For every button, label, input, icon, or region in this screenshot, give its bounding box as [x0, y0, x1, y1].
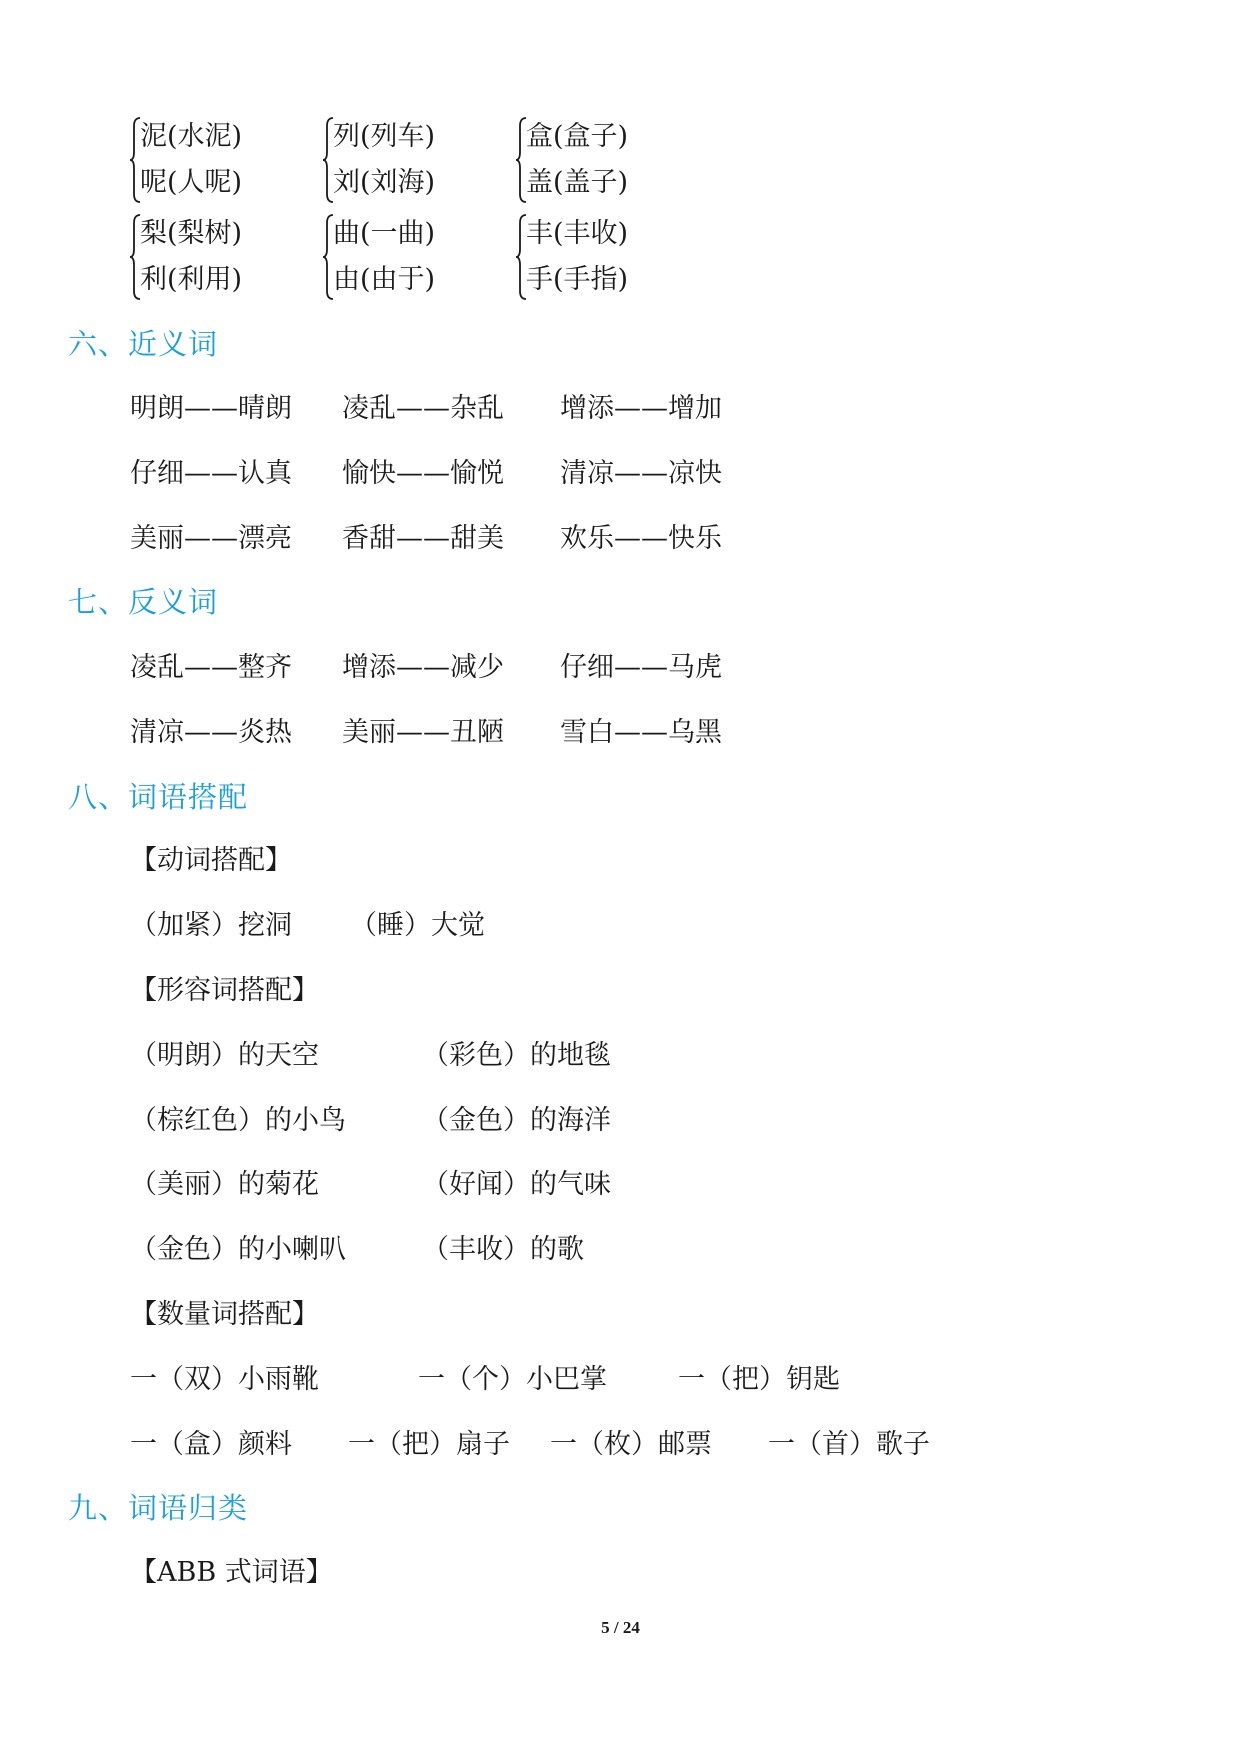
- quantifier-collocation-label: 【数量词搭配】: [130, 1299, 319, 1330]
- collocation-item: 一（个）小巴掌: [418, 1364, 607, 1395]
- brace-row-2: [130, 211, 709, 303]
- collocation-item: （美丽）的菊花: [130, 1169, 319, 1200]
- synonym-pair: 凌乱——杂乱: [342, 393, 504, 424]
- collocation-item: （明朗）的天空: [130, 1040, 319, 1071]
- brace-word-bottom: 盖(盖子): [526, 167, 629, 198]
- antonym-pair: 凌乱——整齐: [130, 652, 292, 683]
- synonym-pair: 香甜——甜美: [342, 523, 504, 554]
- section-heading-classification: 九、词语归类: [68, 1491, 249, 1525]
- verb-collocation-label: 【动词搭配】: [130, 845, 292, 876]
- brace-word-bottom: 利(利用): [140, 264, 243, 295]
- antonym-pair: 雪白——乌黑: [560, 717, 722, 748]
- page-number: 5 / 24: [601, 1618, 640, 1637]
- synonym-pair: 增添——增加: [560, 393, 722, 424]
- collocation-item: （棕红色）的小鸟: [130, 1105, 346, 1136]
- section-heading-antonyms: 七、反义词: [68, 585, 219, 619]
- collocation-item: （睡）大觉: [350, 910, 485, 941]
- brace-word-top: 丰(丰收): [526, 218, 629, 249]
- brace-word-top: 梨(梨树): [140, 218, 243, 249]
- abb-words-label: 【ABB 式词语】: [130, 1557, 333, 1588]
- antonym-pair: 仔细——马虎: [560, 652, 722, 683]
- brace-word-bottom: 刘(刘海): [333, 167, 436, 198]
- collocation-item: 一（双）小雨靴: [130, 1364, 319, 1395]
- collocation-item: （丰收）的歌: [422, 1234, 584, 1265]
- brace-group: [323, 114, 516, 206]
- antonym-pair: 美丽——丑陋: [342, 717, 504, 748]
- section-heading-collocation: 八、词语搭配: [68, 780, 249, 814]
- brace-word-top: 曲(一曲): [333, 218, 436, 249]
- collocation-item: 一（把）钥匙: [678, 1364, 840, 1395]
- collocation-item: 一（盒）颜料: [130, 1429, 292, 1460]
- collocation-item: 一（枚）邮票: [550, 1429, 712, 1460]
- section-heading-synonyms: 六、近义词: [68, 327, 219, 361]
- brace-word-bottom: 由(由于): [333, 264, 436, 295]
- synonym-pair: 欢乐——快乐: [560, 523, 722, 554]
- adjective-collocation-label: 【形容词搭配】: [130, 975, 319, 1006]
- brace-group: [130, 211, 323, 303]
- collocation-item: 一（把）扇子: [348, 1429, 510, 1460]
- synonym-pair: 美丽——漂亮: [130, 523, 292, 554]
- brace-word-top: 列(列车): [333, 121, 436, 152]
- brace-row-1: [130, 114, 709, 206]
- brace-word-bottom: 手(手指): [526, 264, 629, 295]
- collocation-item: （金色）的小喇叭: [130, 1234, 346, 1265]
- collocation-item: （好闻）的气味: [422, 1169, 611, 1200]
- brace-group: [130, 114, 323, 206]
- brace-group: [516, 114, 709, 206]
- synonym-pair: 清凉——凉快: [560, 458, 722, 489]
- brace-group: [516, 211, 709, 303]
- antonym-pair: 清凉——炎热: [130, 717, 292, 748]
- synonym-pair: 明朗——晴朗: [130, 393, 292, 424]
- brace-word-top: 盒(盒子): [526, 121, 629, 152]
- collocation-item: 一（首）歌子: [768, 1429, 930, 1460]
- brace-group: [323, 211, 516, 303]
- brace-word-top: 泥(水泥): [140, 121, 243, 152]
- collocation-item: （金色）的海洋: [422, 1105, 611, 1136]
- antonym-pair: 增添——减少: [342, 652, 504, 683]
- collocation-item: （加紧）挖洞: [130, 910, 292, 941]
- brace-word-bottom: 呢(人呢): [140, 167, 243, 198]
- synonym-pair: 仔细——认真: [130, 458, 292, 489]
- collocation-item: （彩色）的地毯: [422, 1040, 611, 1071]
- synonym-pair: 愉快——愉悦: [342, 458, 504, 489]
